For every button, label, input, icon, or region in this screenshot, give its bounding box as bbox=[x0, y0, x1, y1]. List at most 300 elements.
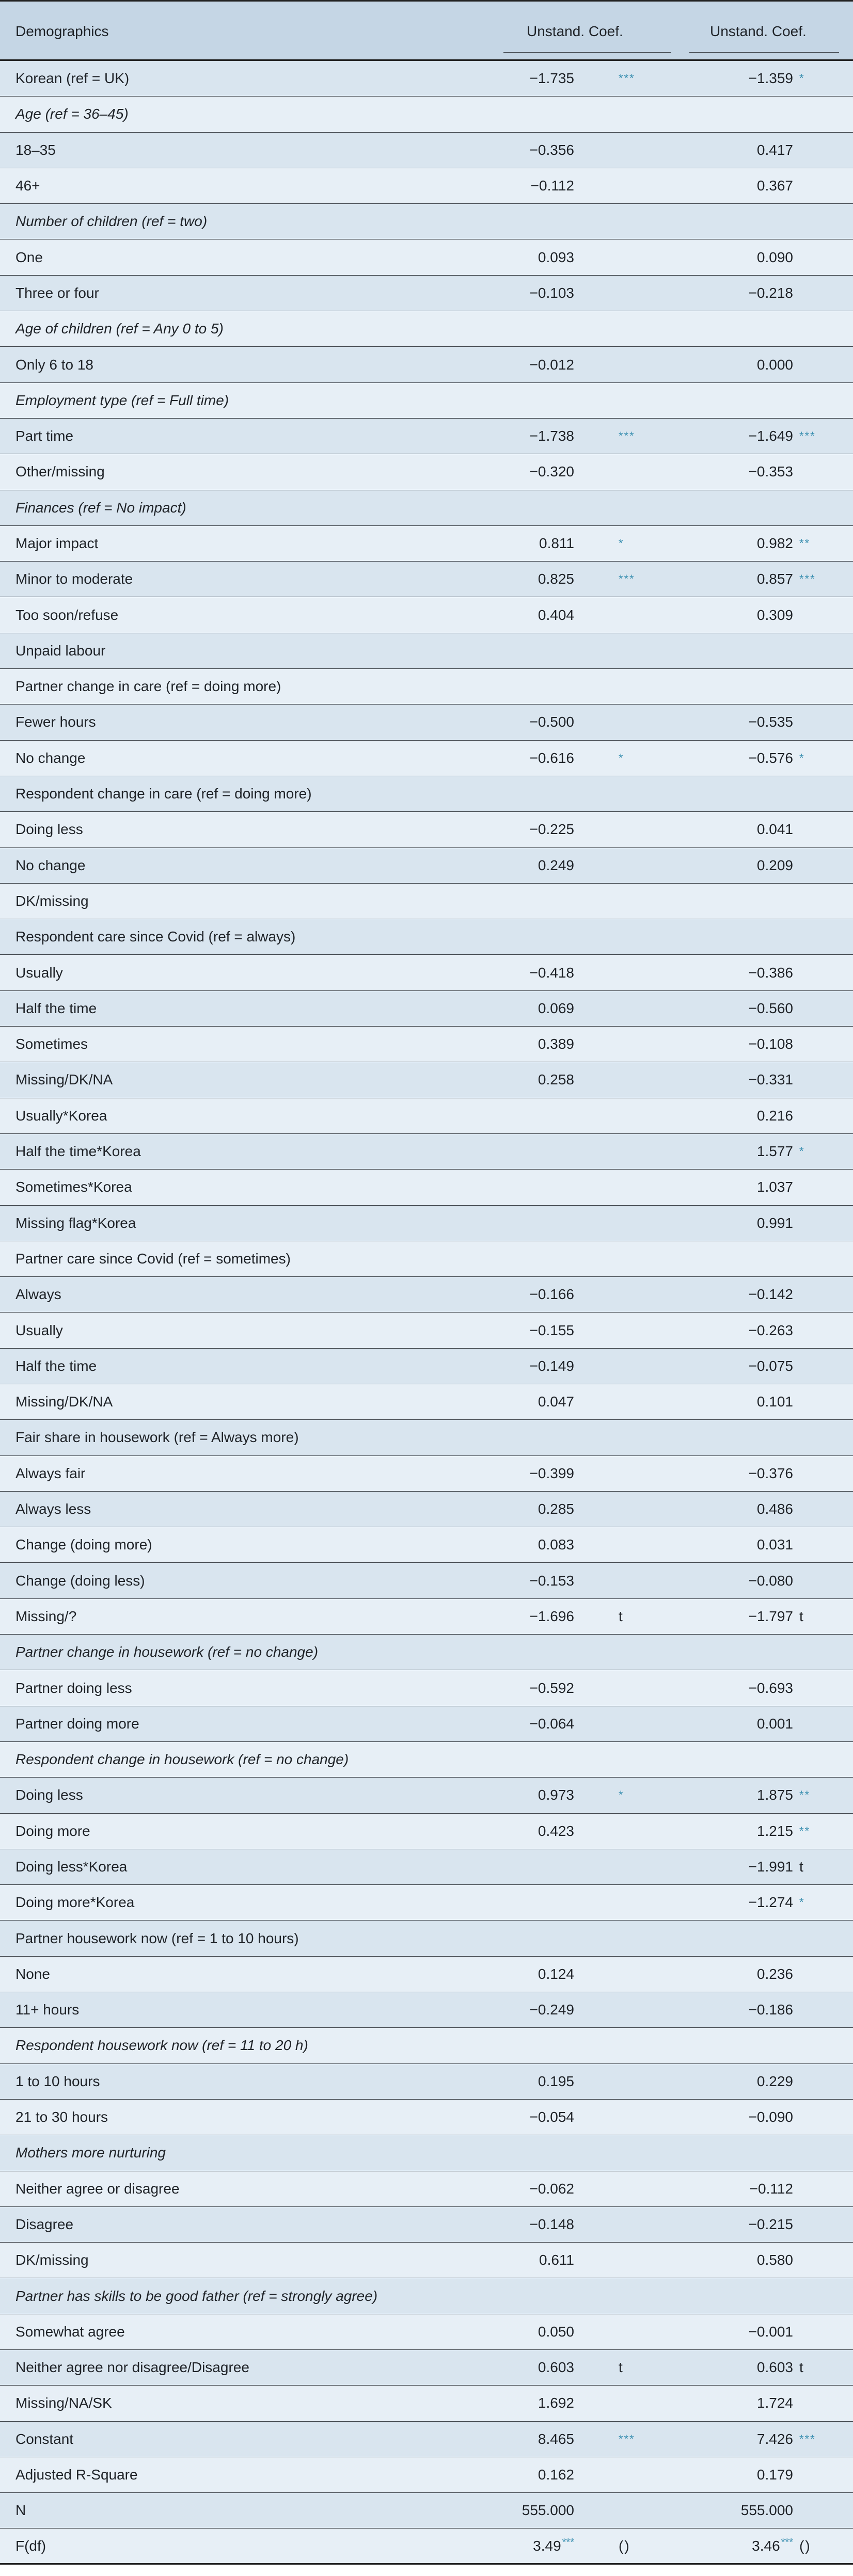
row-label: Usually bbox=[15, 1322, 63, 1338]
coef-model2 bbox=[749, 1563, 793, 1598]
table-row bbox=[0, 2100, 853, 2135]
coef-model1-value: −0.064 bbox=[529, 1715, 574, 1732]
row-label: Sometimes bbox=[15, 1036, 88, 1052]
coef-model2-value: 555.000 bbox=[740, 2502, 793, 2519]
row-label: Respondent housework now (ref = 11 to 20 h) bbox=[15, 2037, 308, 2054]
row-label: Employment type (ref = Full time) bbox=[15, 392, 229, 408]
table-row bbox=[0, 1635, 853, 1670]
table-row bbox=[0, 1599, 853, 1635]
coef-model2-value: 0.041 bbox=[756, 821, 793, 838]
table-row bbox=[0, 97, 853, 132]
coef-model2 bbox=[757, 2386, 793, 2421]
coef-model2-value: −0.376 bbox=[748, 1465, 793, 1481]
coef-model1-value: 0.047 bbox=[538, 1394, 574, 1410]
table-row bbox=[0, 2207, 853, 2243]
table-row bbox=[0, 133, 853, 168]
coef-model2 bbox=[757, 1706, 793, 1741]
significance-model1: *** bbox=[619, 572, 635, 586]
table-row bbox=[0, 1456, 853, 1492]
row-label: Mothers more nurturing bbox=[15, 2145, 166, 2161]
coef-model2 bbox=[757, 812, 793, 847]
table-row bbox=[0, 2135, 853, 2171]
coef-model2-value: −0.386 bbox=[748, 964, 793, 981]
row-label: Finances (ref = No impact) bbox=[15, 499, 186, 516]
coef-model1-value: 0.093 bbox=[538, 249, 574, 265]
coef-model2 bbox=[749, 1313, 793, 1348]
coef-model2 bbox=[749, 955, 793, 990]
coef-model2-value: −0.001 bbox=[748, 2323, 793, 2340]
coef-model2-value: −0.186 bbox=[748, 2002, 793, 2018]
coef-model2 bbox=[749, 454, 793, 489]
table-row bbox=[0, 1742, 853, 1778]
coef-model2 bbox=[757, 1206, 793, 1241]
coef-model1 bbox=[530, 1706, 574, 1741]
coef-model2-value: 0.309 bbox=[756, 606, 793, 623]
row-label: Always fair bbox=[15, 1465, 86, 1481]
row-label: Change (doing more) bbox=[15, 1537, 152, 1553]
table-row bbox=[0, 2314, 853, 2350]
coef-model1-value: −0.418 bbox=[529, 964, 574, 981]
row-label: Unpaid labour bbox=[15, 642, 106, 659]
table-row bbox=[0, 239, 853, 275]
table-row bbox=[0, 1563, 853, 1598]
table-row bbox=[0, 204, 853, 239]
significance-marker: *** bbox=[562, 2537, 574, 2549]
row-label: Respondent care since Covid (ref = always) bbox=[15, 929, 296, 945]
coef-model1-value: 3.49 bbox=[533, 2537, 561, 2554]
coef-model1 bbox=[538, 1527, 574, 1562]
header-coef-model2: Unstand. Coef. bbox=[710, 23, 807, 39]
coef-model1-value: −0.616 bbox=[529, 749, 574, 766]
row-label: Usually bbox=[15, 964, 63, 981]
table-row bbox=[0, 955, 853, 990]
coef-model2 bbox=[749, 61, 793, 96]
coef-model2 bbox=[749, 1456, 793, 1491]
header-coef-model1: Unstand. Coef. bbox=[527, 23, 623, 39]
coef-model2-value: 1.577 bbox=[756, 1143, 793, 1160]
coef-model2-value: −1.797 bbox=[748, 1608, 793, 1624]
coef-model1 bbox=[530, 705, 574, 740]
coef-model1 bbox=[538, 562, 574, 597]
coef-model2 bbox=[757, 133, 793, 168]
coef-model2-value: 0.367 bbox=[756, 178, 793, 194]
coef-model2-value: −1.991 bbox=[748, 1858, 793, 1875]
coef-model2-value: 0.229 bbox=[756, 2073, 793, 2089]
significance-model1: *** bbox=[619, 72, 635, 85]
table-row bbox=[0, 2529, 853, 2564]
coef-model2 bbox=[757, 1384, 793, 1419]
coef-model1-value: −1.738 bbox=[529, 428, 574, 444]
table-row bbox=[0, 2350, 853, 2386]
table-row bbox=[0, 2028, 853, 2063]
coef-model1-value: −0.320 bbox=[529, 463, 574, 480]
coef-model1 bbox=[538, 1778, 574, 1813]
coef-model1 bbox=[538, 2314, 574, 2349]
row-label: Constant bbox=[15, 2430, 74, 2447]
row-label: Major impact bbox=[15, 535, 99, 551]
coef-model2 bbox=[749, 1027, 793, 1062]
coef-model2 bbox=[757, 2422, 793, 2457]
coef-model1-value: 0.811 bbox=[539, 535, 574, 551]
coef-model1 bbox=[530, 133, 574, 168]
coef-model2 bbox=[757, 1098, 793, 1133]
table-row bbox=[0, 633, 853, 669]
row-label: Partner change in care (ref = doing more) bbox=[15, 678, 281, 695]
row-label: Doing less bbox=[15, 1787, 83, 1803]
coef-model1-value: 0.258 bbox=[538, 1071, 574, 1088]
coef-model1 bbox=[538, 2422, 574, 2457]
coef-model1-value: −0.225 bbox=[529, 821, 574, 838]
coef-model1-value: 0.603 bbox=[538, 2359, 574, 2376]
coef-model1 bbox=[538, 239, 574, 275]
row-label: Partner housework now (ref = 1 to 10 hours) bbox=[15, 1930, 299, 1946]
table-row bbox=[0, 2457, 853, 2493]
row-label: 46+ bbox=[15, 178, 40, 194]
significance-model2: t bbox=[799, 2359, 804, 2376]
row-label: Missing/NA/SK bbox=[15, 2395, 112, 2411]
coef-model2-value: 3.46 bbox=[752, 2537, 780, 2554]
coef-model2-value: −0.080 bbox=[748, 1572, 793, 1589]
significance-marker: *** bbox=[781, 2537, 793, 2549]
row-label: F(df) bbox=[15, 2537, 46, 2554]
coef-model1-value: 0.083 bbox=[538, 1537, 574, 1553]
row-label: Half the time bbox=[15, 1000, 97, 1016]
table-row bbox=[0, 669, 853, 705]
table-row bbox=[0, 741, 853, 776]
row-label: N bbox=[15, 2502, 26, 2519]
coef-model2-value: 1.875 bbox=[756, 1787, 793, 1803]
row-label: One bbox=[15, 249, 43, 265]
coef-model1 bbox=[530, 1277, 574, 1312]
significance-model1: t bbox=[619, 1608, 624, 1624]
coef-model1-value: −0.592 bbox=[529, 1679, 574, 1696]
header-underline-model1 bbox=[503, 52, 671, 53]
coef-model2 bbox=[757, 848, 793, 883]
coef-model2 bbox=[757, 239, 793, 275]
row-label: DK/missing bbox=[15, 2252, 89, 2268]
table-header bbox=[0, 0, 853, 61]
coef-model2 bbox=[749, 1849, 793, 1884]
coef-model2 bbox=[757, 2350, 793, 2385]
row-label: Doing less bbox=[15, 821, 83, 838]
coef-model1-value: 555.000 bbox=[522, 2502, 574, 2519]
coef-model2-value: 0.603 bbox=[756, 2359, 793, 2376]
coef-model2-value: −0.075 bbox=[748, 1357, 793, 1374]
row-label: Usually*Korea bbox=[15, 1107, 107, 1124]
coef-model2 bbox=[749, 1349, 793, 1384]
coef-model2-value: −0.693 bbox=[748, 1679, 793, 1696]
coef-model1-value: −0.153 bbox=[529, 1572, 574, 1589]
coef-model1-value: −0.356 bbox=[529, 141, 574, 158]
significance-model1: () bbox=[619, 2537, 630, 2554]
coef-model2 bbox=[749, 1277, 793, 1312]
coef-model2 bbox=[757, 1957, 793, 1992]
coef-model1 bbox=[530, 812, 574, 847]
row-label: Respondent change in care (ref = doing more) bbox=[15, 786, 312, 802]
coef-model2 bbox=[757, 168, 793, 203]
table-row bbox=[0, 1849, 853, 1885]
coef-model2-value: −0.535 bbox=[748, 714, 793, 730]
coef-model2-value: −0.142 bbox=[748, 1286, 793, 1303]
table-row bbox=[0, 1670, 853, 1706]
significance-model2: t bbox=[799, 1608, 804, 1624]
coef-model2 bbox=[750, 2171, 793, 2206]
coef-model1-value: 0.195 bbox=[538, 2073, 574, 2089]
coef-model1-value: −0.054 bbox=[529, 2109, 574, 2125]
coef-model2 bbox=[757, 562, 793, 597]
coef-model2-value: −0.090 bbox=[748, 2109, 793, 2125]
row-label: Missing/DK/NA bbox=[15, 1071, 113, 1088]
coef-model2-value: 0.216 bbox=[756, 1107, 793, 1124]
coef-model2 bbox=[757, 1778, 793, 1813]
coef-model2-value: 0.209 bbox=[756, 857, 793, 873]
significance-model2: ** bbox=[799, 537, 811, 550]
significance-model1: *** bbox=[619, 429, 635, 443]
row-label: Missing/? bbox=[15, 1608, 77, 1624]
coef-model2-value: 0.001 bbox=[756, 1715, 793, 1732]
table-row bbox=[0, 1706, 853, 1742]
table-row bbox=[0, 1492, 853, 1527]
row-label: 1 to 10 hours bbox=[15, 2073, 100, 2089]
table-row bbox=[0, 2064, 853, 2100]
table-row bbox=[0, 776, 853, 812]
table-row bbox=[0, 1349, 853, 1384]
coef-model2-value: 0.031 bbox=[756, 1537, 793, 1553]
coef-model1-value: −0.012 bbox=[529, 356, 574, 373]
coef-model2 bbox=[757, 1814, 793, 1849]
coef-model1 bbox=[530, 2207, 574, 2242]
significance-model2: *** bbox=[799, 2432, 816, 2445]
coef-model2-value: 0.000 bbox=[756, 356, 793, 373]
significance-model1: t bbox=[619, 2359, 624, 2376]
coef-model1-value: −1.696 bbox=[529, 1608, 574, 1624]
coef-model1-value: −0.103 bbox=[529, 284, 574, 301]
significance-model2: * bbox=[799, 751, 805, 764]
row-label: Number of children (ref = two) bbox=[15, 213, 208, 230]
table-row bbox=[0, 1885, 853, 1921]
table-row bbox=[0, 490, 853, 526]
coef-model2 bbox=[757, 2457, 793, 2492]
table-row bbox=[0, 1241, 853, 1277]
significance-model2: * bbox=[799, 72, 805, 85]
table-row bbox=[0, 1921, 853, 1956]
significance-model2: t bbox=[799, 1858, 804, 1875]
header-underline-model2 bbox=[689, 52, 839, 53]
row-label: Three or four bbox=[15, 284, 99, 301]
coef-model1-value: 0.069 bbox=[538, 1000, 574, 1016]
coef-model1 bbox=[538, 991, 574, 1026]
table-row bbox=[0, 2493, 853, 2529]
coef-model1-value: −0.399 bbox=[529, 1465, 574, 1481]
significance-model2: ** bbox=[799, 1788, 811, 1802]
row-label: Missing/DK/NA bbox=[15, 1394, 113, 1410]
coef-model2 bbox=[757, 1134, 793, 1169]
table-row bbox=[0, 919, 853, 955]
coef-model1-value: −0.155 bbox=[529, 1322, 574, 1338]
coef-model1 bbox=[533, 2529, 574, 2563]
row-label: 18–35 bbox=[15, 141, 56, 158]
coef-model2-value: 0.982 bbox=[756, 535, 793, 551]
table-row bbox=[0, 1527, 853, 1563]
coef-model2-value: −1.359 bbox=[748, 70, 793, 87]
coef-model2-value: 0.486 bbox=[756, 1501, 793, 1517]
coef-model1 bbox=[538, 2386, 574, 2421]
coef-model1-value: −0.166 bbox=[529, 1286, 574, 1303]
coef-model1 bbox=[530, 2171, 574, 2206]
coef-model2-value: 1.215 bbox=[756, 1822, 793, 1839]
coef-model1-value: −0.062 bbox=[529, 2180, 574, 2197]
coef-model1-value: 8.465 bbox=[538, 2430, 574, 2447]
table-row bbox=[0, 2243, 853, 2278]
significance-model1: * bbox=[619, 537, 624, 550]
coef-model2 bbox=[749, 2100, 793, 2135]
coef-model2 bbox=[749, 2207, 793, 2242]
coef-model2-value: −0.263 bbox=[748, 1322, 793, 1338]
table-row bbox=[0, 1420, 853, 1455]
coef-model2-value: 0.236 bbox=[756, 1965, 793, 1982]
coef-model1 bbox=[538, 2457, 574, 2492]
coef-model2-value: −0.218 bbox=[748, 284, 793, 301]
coef-model2 bbox=[749, 1670, 793, 1705]
coef-model1 bbox=[530, 347, 574, 382]
row-label: Partner doing less bbox=[15, 1679, 132, 1696]
coef-model1 bbox=[538, 597, 574, 632]
coef-model2-value: −0.353 bbox=[748, 463, 793, 480]
table-row bbox=[0, 2278, 853, 2314]
coef-model2 bbox=[752, 2529, 793, 2563]
table-row bbox=[0, 311, 853, 347]
row-label: Sometimes*Korea bbox=[15, 1179, 132, 1195]
coef-model2 bbox=[757, 1527, 793, 1562]
table-row bbox=[0, 1277, 853, 1313]
row-label: Always bbox=[15, 1286, 61, 1303]
table-row bbox=[0, 1957, 853, 1992]
coef-model2-value: −1.274 bbox=[748, 1894, 793, 1911]
row-label: Age of children (ref = Any 0 to 5) bbox=[15, 321, 224, 337]
significance-model1: * bbox=[619, 751, 624, 764]
coef-model1 bbox=[538, 1814, 574, 1849]
coef-model1-value: −0.112 bbox=[530, 178, 574, 194]
row-label: None bbox=[15, 1965, 50, 1982]
row-label: Always less bbox=[15, 1501, 91, 1517]
row-label: DK/missing bbox=[15, 892, 89, 909]
coef-model1 bbox=[538, 1492, 574, 1527]
coef-model2 bbox=[741, 2493, 793, 2528]
coef-model2 bbox=[757, 2243, 793, 2278]
coef-model2-value: 1.037 bbox=[756, 1179, 793, 1195]
significance-model2: * bbox=[799, 1896, 805, 1909]
coef-model1-value: 0.611 bbox=[539, 2252, 574, 2268]
coef-model1-value: −0.148 bbox=[529, 2216, 574, 2232]
significance-model2: *** bbox=[799, 429, 816, 443]
coef-model1-value: 0.124 bbox=[538, 1965, 574, 1982]
coef-model1 bbox=[538, 1384, 574, 1419]
row-label: Fair share in housework (ref = Always more) bbox=[15, 1429, 299, 1446]
row-label: Adjusted R-Square bbox=[15, 2467, 138, 2483]
coef-model2-value: −0.215 bbox=[748, 2216, 793, 2232]
header-demographics: Demographics bbox=[15, 23, 109, 39]
coef-model1 bbox=[530, 1563, 574, 1598]
coef-model1-value: −1.735 bbox=[529, 70, 574, 87]
coef-model1 bbox=[530, 1456, 574, 1491]
table-row bbox=[0, 2422, 853, 2457]
row-label: Half the time bbox=[15, 1357, 97, 1374]
coef-model2-value: 0.857 bbox=[756, 571, 793, 587]
row-label: Half the time*Korea bbox=[15, 1143, 141, 1160]
coef-model1 bbox=[538, 2350, 574, 2385]
coef-model2 bbox=[757, 1492, 793, 1527]
coef-model1 bbox=[530, 741, 574, 776]
row-label: Partner care since Covid (ref = sometimes) bbox=[15, 1250, 291, 1267]
coef-model2 bbox=[749, 1885, 793, 1920]
coef-model1-value: 0.973 bbox=[538, 1787, 574, 1803]
row-label: Korean (ref = UK) bbox=[15, 70, 130, 87]
significance-model2: * bbox=[799, 1145, 805, 1158]
coef-model2 bbox=[749, 1992, 793, 2027]
coef-model2 bbox=[749, 741, 793, 776]
coef-model2-value: 0.417 bbox=[756, 141, 793, 158]
coef-model1 bbox=[539, 2243, 574, 2278]
coef-model2-value: −0.576 bbox=[748, 749, 793, 766]
coef-model2 bbox=[749, 2314, 793, 2349]
table-row bbox=[0, 1814, 853, 1849]
table-row bbox=[0, 454, 853, 490]
table-row bbox=[0, 2171, 853, 2207]
coef-model1-value: 1.692 bbox=[538, 2395, 574, 2411]
row-label: Partner doing more bbox=[15, 1715, 139, 1732]
row-label: Disagree bbox=[15, 2216, 74, 2232]
table-row bbox=[0, 1206, 853, 1241]
table-row bbox=[0, 61, 853, 97]
coef-model1 bbox=[530, 1313, 574, 1348]
table-row bbox=[0, 2386, 853, 2421]
row-label: 21 to 30 hours bbox=[15, 2109, 108, 2125]
row-label: Change (doing less) bbox=[15, 1572, 145, 1589]
coef-model1-value: −0.249 bbox=[529, 2002, 574, 2018]
coef-model1 bbox=[530, 1599, 574, 1634]
row-label: No change bbox=[15, 749, 86, 766]
table-row bbox=[0, 347, 853, 382]
coef-model2 bbox=[749, 1062, 793, 1097]
row-label: Doing more bbox=[15, 1822, 90, 1839]
table-row bbox=[0, 1170, 853, 1205]
row-label: Fewer hours bbox=[15, 714, 96, 730]
table-body bbox=[0, 61, 853, 2565]
coef-model1-value: 0.825 bbox=[538, 571, 574, 587]
table-row bbox=[0, 884, 853, 919]
coef-model2 bbox=[749, 991, 793, 1026]
coef-model1-value: 0.285 bbox=[538, 1501, 574, 1517]
coef-model2-value: −0.112 bbox=[749, 2180, 793, 2197]
coef-model2-value: 0.101 bbox=[756, 1394, 793, 1410]
table-row bbox=[0, 1313, 853, 1348]
table-row bbox=[0, 168, 853, 204]
table-row bbox=[0, 991, 853, 1027]
significance-model2: () bbox=[799, 2537, 811, 2554]
coef-model2-value: −1.649 bbox=[748, 428, 793, 444]
table-row bbox=[0, 1027, 853, 1062]
coef-model1-value: 0.389 bbox=[538, 1036, 574, 1052]
row-label: Partner has skills to be good father (ref = strongly agree) bbox=[15, 2287, 378, 2304]
coef-model1 bbox=[530, 276, 574, 311]
coef-model2 bbox=[757, 597, 793, 632]
row-label: 11+ hours bbox=[15, 2002, 80, 2018]
coef-model1 bbox=[530, 1992, 574, 2027]
coef-model1-value: 0.249 bbox=[538, 857, 574, 873]
row-label: Somewhat agree bbox=[15, 2323, 125, 2340]
coef-model1 bbox=[530, 1670, 574, 1705]
coef-model1 bbox=[538, 1957, 574, 1992]
